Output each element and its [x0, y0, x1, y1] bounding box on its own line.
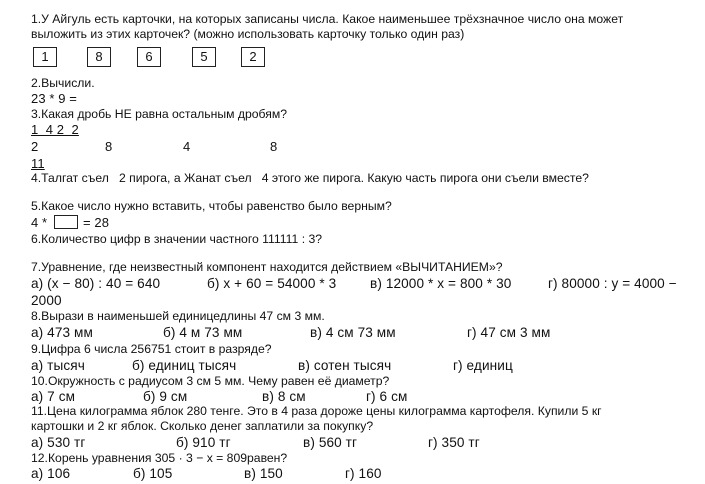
- answer-option-c: в) 4 см 73 мм: [310, 325, 396, 340]
- answer-option-c: в) 12000 * x = 800 * 30: [370, 276, 512, 291]
- number-card: 1: [33, 47, 57, 67]
- fraction-denominator: 8: [105, 139, 113, 154]
- answer-option-c: в) 150: [244, 466, 283, 481]
- question-1-line-1: 1.У Айгуль есть карточки, на которых записаны числа. Какое наименьшее трёхзначное число она может: [31, 12, 624, 26]
- equation-left: 4 *: [31, 215, 48, 230]
- question-10-title: 10.Окружность с радиусом 3 см 5 мм. Чему равен её диаметр?: [31, 374, 390, 388]
- answer-option-b: б) единиц тысяч: [132, 358, 237, 373]
- question-1-line-2: выложить из этих карточек? (можно использовать карточку только один раз): [31, 27, 465, 41]
- answer-option-c: в) 560 тг: [303, 435, 358, 450]
- answer-option-b: б) 4 м 73 мм: [163, 325, 243, 340]
- question-2-title: 2.Вычисли.: [31, 76, 95, 90]
- question-5-title: 5.Какое число нужно вставить, чтобы равенство было верным?: [31, 199, 392, 213]
- number-card: 6: [137, 47, 161, 67]
- answer-option-b: б) 105: [133, 466, 173, 481]
- question-3-title: 3.Какая дробь НЕ равна остальным дробям?: [31, 107, 287, 121]
- number-card: 8: [87, 47, 111, 67]
- fraction-denominator: 8: [270, 139, 278, 154]
- fraction-denominator: 4: [183, 139, 191, 154]
- question-11-line-2: картошки и 2 кг яблок. Сколько денег заплатили за покупку?: [31, 419, 374, 433]
- equation-right: = 28: [83, 215, 110, 230]
- answer-option-a: а) 473 мм: [31, 325, 93, 340]
- fraction-numerators: 1 4 2 2: [31, 122, 79, 137]
- answer-option-d: г) 47 см 3 мм: [467, 325, 551, 340]
- answer-option-a: а) (x − 80) : 40 = 640: [31, 276, 161, 291]
- fraction-denominator: 2: [31, 139, 39, 154]
- answer-option-d-continuation: 2000: [31, 293, 62, 308]
- answer-option-a: а) 530 тг: [31, 435, 86, 450]
- answer-option-a: а) 7 см: [31, 389, 76, 404]
- answer-option-b: б) 9 см: [143, 389, 188, 404]
- question-12-title: 12.Корень уравнения 305 · 3 − x = 809равен?: [31, 451, 288, 465]
- answer-option-a: а) 106: [31, 466, 71, 481]
- question-8-title: 8.Вырази в наименьшей единицедлины 47 см 3 мм.: [31, 309, 325, 323]
- number-card: 5: [192, 47, 216, 67]
- question-7-title: 7.Уравнение, где неизвестный компонент находится действием «ВЫЧИТАНИЕМ»?: [31, 260, 503, 274]
- answer-option-d: г) 160: [345, 466, 382, 481]
- fraction-extra: 11: [31, 156, 45, 171]
- answer-option-d: г) 350 тг: [428, 435, 480, 450]
- answer-option-d: г) 6 см: [366, 389, 408, 404]
- answer-option-b: б) x + 60 = 54000 * 3: [207, 276, 337, 291]
- answer-option-c: в) 8 см: [262, 389, 306, 404]
- question-9-title: 9.Цифра 6 числа 256751 стоит в разряде?: [31, 342, 272, 356]
- number-card: 2: [241, 47, 265, 67]
- answer-option-d: г) единиц: [453, 358, 513, 373]
- question-11-line-1: 11.Цена килограмма яблок 280 тенге. Это в 4 раза дороже цены килограмма картофеля. Купили 5 кг: [31, 404, 602, 418]
- answer-option-c: в) сотен тысяч: [298, 358, 392, 373]
- answer-option-d: г) 80000 : y = 4000 −: [548, 276, 677, 291]
- question-6-title: 6.Количество цифр в значении частного 111111 : 3?: [31, 232, 323, 246]
- question-2-expression: 23 * 9 =: [31, 91, 77, 106]
- answer-option-b: б) 910 тг: [176, 435, 231, 450]
- question-4-title: 4.Талгат съел 2 пирога, а Жанат съел 4 этого же пирога. Какую часть пирога они съели вместе?: [31, 171, 589, 185]
- missing-number-box: [54, 215, 78, 229]
- answer-option-a: а) тысяч: [31, 358, 85, 373]
